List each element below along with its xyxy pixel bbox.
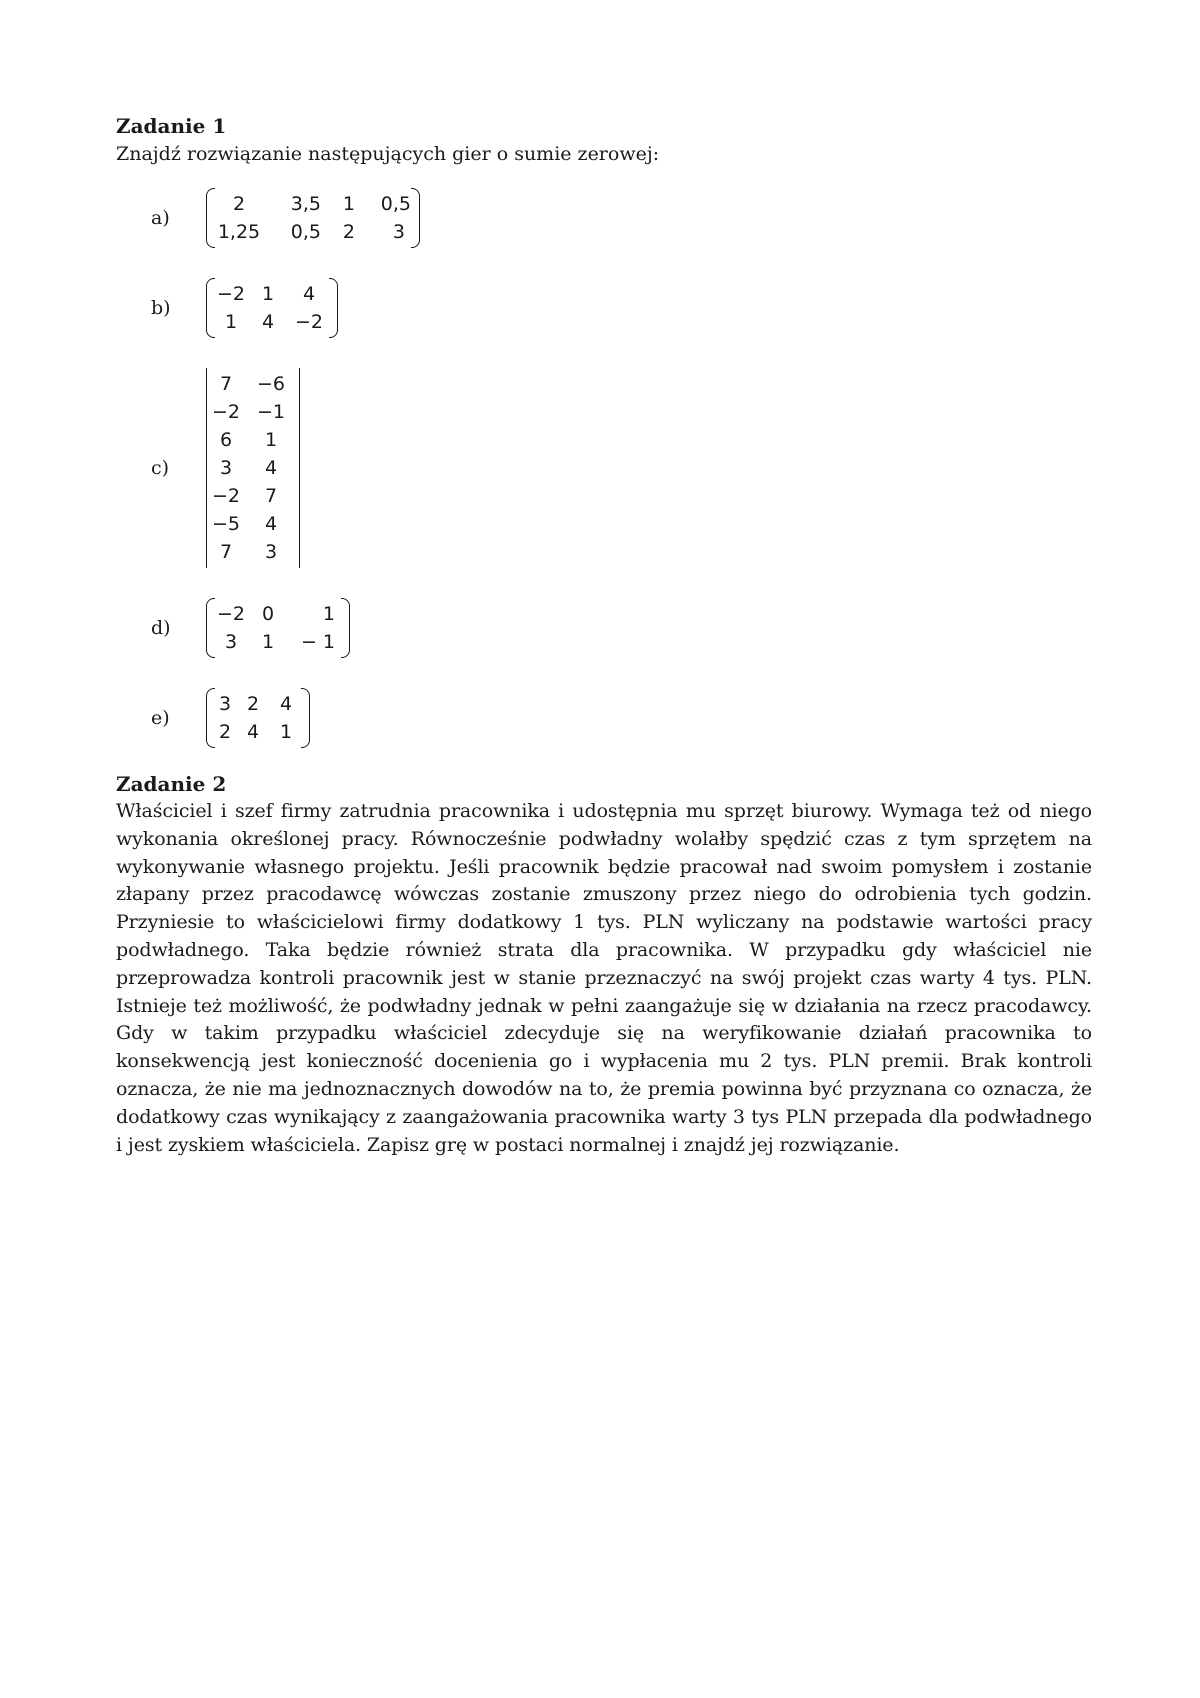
matrix-d-table [215, 600, 341, 656]
matrix-cell: −2 [294, 311, 323, 333]
problem-c [151, 368, 1092, 568]
problem-e-label: e) [151, 707, 170, 729]
matrix-row [209, 510, 299, 538]
matrix-row [215, 600, 341, 628]
matrix-cell: 7 [219, 373, 233, 395]
problem-a [151, 188, 1092, 248]
matrix-c-table [209, 370, 299, 566]
matrix-cell: −1 [256, 401, 285, 423]
matrix-row [209, 538, 299, 566]
matrix-cell: 3 [264, 541, 278, 563]
matrix-row [209, 426, 299, 454]
matrix-cell: 7 [219, 541, 233, 563]
matrix-b [206, 278, 338, 338]
matrix-row [215, 218, 411, 246]
matrix-b-right-paren [329, 278, 338, 338]
matrix-cell: −5 [211, 513, 240, 535]
matrix-c-right-bar [299, 368, 302, 568]
matrix-c [206, 368, 302, 568]
matrix-cell: 1 [264, 429, 278, 451]
task2-heading: Zadanie 2 [116, 772, 227, 796]
matrix-a-table [215, 190, 411, 246]
matrix-cell: 1 [279, 721, 293, 743]
matrix-cell: 1,25 [217, 221, 261, 243]
matrix-cell: −2 [211, 401, 240, 423]
matrix-cell: 3,5 [290, 193, 321, 215]
problem-c-label: c) [151, 457, 170, 479]
matrix-e-table [215, 690, 301, 746]
matrix-cell: − 1 [300, 631, 335, 653]
document-page [116, 112, 1092, 1159]
problem-b-label: b) [151, 297, 171, 319]
matrix-cell: 4 [264, 457, 278, 479]
matrix-cell: 4 [246, 721, 260, 743]
matrix-row [215, 190, 411, 218]
matrix-cell: 4 [302, 283, 316, 305]
problem-a-label: a) [151, 207, 170, 229]
matrix-cell: −2 [216, 603, 245, 625]
matrix-row [209, 454, 299, 482]
matrix-cell: 1 [322, 603, 335, 625]
matrix-e-left-paren [206, 688, 215, 748]
matrix-cell: −2 [211, 485, 240, 507]
matrix-cell: 4 [261, 311, 275, 333]
matrix-cell: 0 [261, 603, 275, 625]
matrix-a-right-paren [411, 188, 420, 248]
matrix-cell: −2 [216, 283, 245, 305]
matrix-e-right-paren [301, 688, 310, 748]
matrix-b-table [215, 280, 329, 336]
matrix-cell: 6 [219, 429, 233, 451]
matrix-cell: 3 [392, 221, 405, 243]
matrix-row [215, 280, 329, 308]
matrix-cell: 2 [232, 193, 246, 215]
matrix-cell: 7 [264, 485, 278, 507]
task1-heading: Zadanie 1 [116, 114, 227, 138]
matrix-row [215, 628, 341, 656]
matrix-cell: 1 [261, 283, 275, 305]
matrix-row [215, 718, 301, 746]
matrix-row [215, 690, 301, 718]
problem-e [151, 688, 1092, 748]
matrix-cell: 3 [219, 457, 233, 479]
matrix-b-left-paren [206, 278, 215, 338]
matrix-e [206, 688, 310, 748]
matrix-row [215, 308, 329, 336]
matrix-cell: 2 [246, 693, 260, 715]
problem-d-label: d) [151, 617, 171, 639]
matrix-row [209, 370, 299, 398]
task2-body: Właściciel i szef firmy zatrudnia pracownika i udostępnia mu sprzęt biurowy. Wymaga też od niego wykonania określonej pracy. Równocześnie podwładny wolałby spędzić czas z tym sprzętem na wykonywanie własnego projektu. Jeśli pracownik będzie pracował nad swoim pomysłem i zostanie złapany przez pracodawcę wówczas zostanie zmuszony przez niego do odrobienia tych godzin. Przyniesie to właścicielowi firmy dodatkowy 1 tys. PLN wyliczany na podstawie wartości pracy podwładnego. Taka będzie również strata dla pracownika. W przypadku gdy właściciel nie przeprowadza kontroli pracownik jest w stanie przeznaczyć na swój projekt czas warty 4 tys. PLN. Istnieje też możliwość, że podwładny jednak w pełni zaangażuje się w działania na rzecz pracodawcy. Gdy w takim przypadku właściciel zdecyduje się na weryfikowanie działań pracownika to konsekwencją jest konieczność docenienia go i wypłacenia mu 2 tys. PLN premii. Brak kontroli oznacza, że nie ma jednoznacznych dowodów na to, że premia powinna być przyznana co oznacza, że dodatkowy czas wynikający z zaangażowania pracownika warty 3 tys PLN przepada dla podwładnego i jest zyskiem właściciela. Zapisz grę w postaci normalnej i znajdź jej rozwiązanie. [116, 800, 1092, 1156]
matrix-cell: −6 [256, 373, 285, 395]
matrix-d-right-paren [341, 598, 350, 658]
task1-intro: Znajdź rozwiązanie następujących gier o sumie zerowej: [116, 143, 660, 165]
matrix-a [206, 188, 420, 248]
matrix-row [209, 398, 299, 426]
matrix-cell: 3 [218, 693, 232, 715]
matrix-cell: 1 [261, 631, 275, 653]
matrix-cell: 0,5 [290, 221, 321, 243]
matrix-cell: 1 [224, 311, 238, 333]
matrix-d [206, 598, 350, 658]
matrix-d-left-paren [206, 598, 215, 658]
matrix-cell: 3 [224, 631, 238, 653]
matrix-cell: 0,5 [380, 193, 411, 215]
matrix-a-left-paren [206, 188, 215, 248]
matrix-cell: 2 [342, 221, 355, 243]
matrix-cell: 4 [279, 693, 293, 715]
problem-b [151, 278, 1092, 338]
matrix-cell: 2 [218, 721, 232, 743]
problem-d [151, 598, 1092, 658]
matrix-cell: 4 [264, 513, 278, 535]
matrix-row [209, 482, 299, 510]
matrix-cell: 1 [342, 193, 355, 215]
